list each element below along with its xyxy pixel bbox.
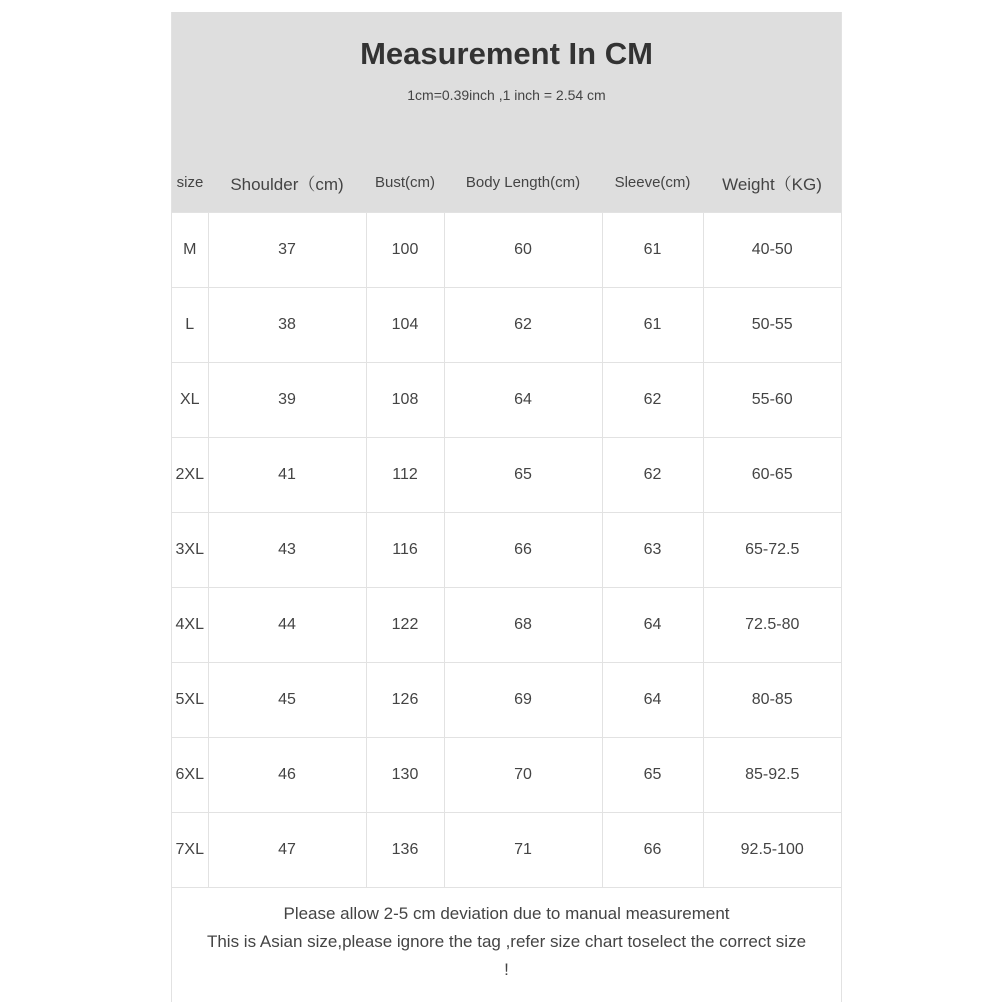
notes (172, 900, 841, 984)
table-row (172, 663, 841, 738)
table-cell: 38 (208, 288, 366, 363)
table-cell: 136 (366, 813, 444, 888)
chart-title: Measurement In CM (360, 36, 653, 71)
table-cell: 65 (602, 738, 703, 813)
table-cell: 92.5-100 (703, 813, 841, 888)
table-row (172, 813, 841, 888)
size-chart (171, 12, 842, 1002)
table-cell: 61 (602, 213, 703, 288)
note: Please allow 2-5 cm deviation due to manual measurement (283, 904, 730, 923)
table-cell: 66 (602, 813, 703, 888)
table-cell: 66 (444, 513, 602, 588)
table-cell: 108 (366, 363, 444, 438)
table-cell: 4XL (172, 588, 208, 663)
table-cell: 72.5-80 (703, 588, 841, 663)
table-row (172, 738, 841, 813)
header-row (172, 152, 841, 213)
table-cell: 41 (208, 438, 366, 513)
table-cell: M (172, 213, 208, 288)
table-cell: 45 (208, 663, 366, 738)
table-cell: 100 (366, 213, 444, 288)
note: ! (504, 960, 509, 979)
table-cell: 112 (366, 438, 444, 513)
table-cell: 50-55 (703, 288, 841, 363)
table-cell: 80-85 (703, 663, 841, 738)
table-cell: 68 (444, 588, 602, 663)
table-cell: 55-60 (703, 363, 841, 438)
table-cell: 65-72.5 (703, 513, 841, 588)
table-cell: 44 (208, 588, 366, 663)
table-cell: 122 (366, 588, 444, 663)
table-row (172, 213, 841, 288)
table-cell: 43 (208, 513, 366, 588)
table-cell: 85-92.5 (703, 738, 841, 813)
table-cell: 46 (208, 738, 366, 813)
table-cell: 3XL (172, 513, 208, 588)
table-cell: 62 (444, 288, 602, 363)
table-cell: 64 (602, 663, 703, 738)
table-cell: 116 (366, 513, 444, 588)
table-cell: 104 (366, 288, 444, 363)
table-cell: 37 (208, 213, 366, 288)
table-cell: 70 (444, 738, 602, 813)
table-cell: 62 (602, 363, 703, 438)
table-cell: 61 (602, 288, 703, 363)
table-cell: 2XL (172, 438, 208, 513)
size-table (172, 152, 841, 888)
column-header: size (176, 173, 204, 191)
table-cell: 60-65 (703, 438, 841, 513)
table-cell: 69 (444, 663, 602, 738)
table-cell: XL (172, 363, 208, 438)
column-header: Weight（KG) (722, 174, 822, 194)
table-row (172, 438, 841, 513)
table-cell: 126 (366, 663, 444, 738)
table-cell: 47 (208, 813, 366, 888)
table-cell: 62 (602, 438, 703, 513)
table-cell: 60 (444, 213, 602, 288)
table-cell: 7XL (172, 813, 208, 888)
table-row (172, 588, 841, 663)
table-cell: 71 (444, 813, 602, 888)
unit-conversion: 1cm=0.39inch ,1 inch = 2.54 cm (407, 87, 606, 103)
table-row (172, 363, 841, 438)
table-cell: 39 (208, 363, 366, 438)
table-cell: 40-50 (703, 213, 841, 288)
table-cell: 64 (602, 588, 703, 663)
table-cell: 64 (444, 363, 602, 438)
table-cell: 65 (444, 438, 602, 513)
column-header: Sleeve(cm) (614, 173, 691, 191)
table-cell: 6XL (172, 738, 208, 813)
table-row (172, 513, 841, 588)
table-cell: 130 (366, 738, 444, 813)
table-cell: L (172, 288, 208, 363)
table-cell: 5XL (172, 663, 208, 738)
column-header: Shoulder（cm) (230, 174, 344, 194)
note: This is Asian size,please ignore the tag ,refer size chart toselect the correct size (206, 932, 807, 951)
column-header: Body Length(cm) (465, 173, 581, 191)
column-header: Bust(cm) (375, 173, 435, 191)
table-row (172, 288, 841, 363)
table-cell: 63 (602, 513, 703, 588)
